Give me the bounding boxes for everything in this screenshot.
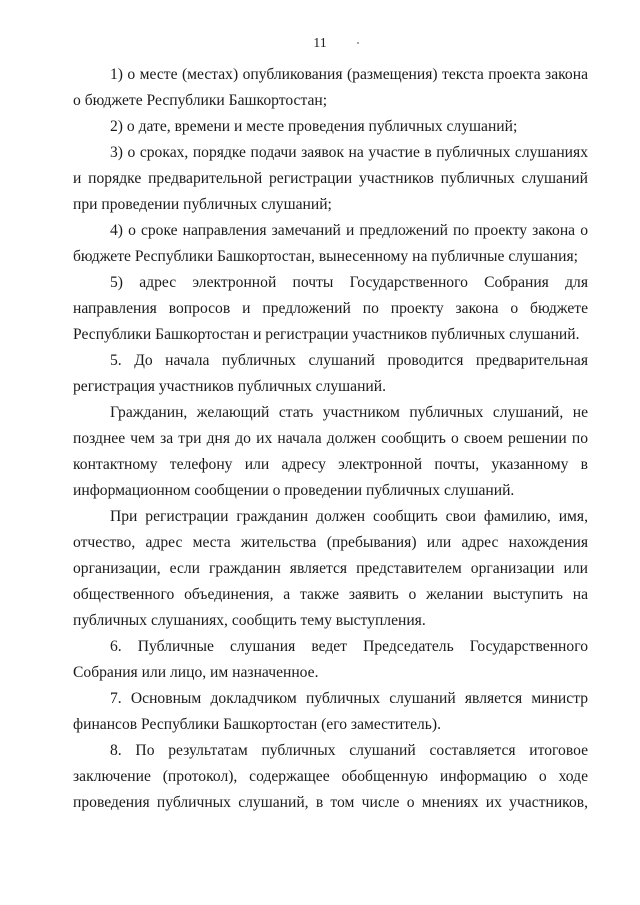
paragraph-registration-details: При регистрации гражданин должен сообщить свои фамилию, имя, отчество, адрес места жительства (пребывания) или адрес нахождения организации, если гражданин является представителем организации или общественного объединения, а также заявить о желании выступить на публичных слушаниях, сообщить тему выступления. — [73, 508, 588, 629]
paragraph-item-6-chair: 6. Публичные слушания ведет Председатель Государственного Собрания или лицо, им назначенное. — [73, 638, 588, 681]
paragraph-citizen-notification: Гражданин, желающий стать участником публичных слушаний, не позднее чем за три дня до их начала должен сообщить о своем решении по контактному телефону или адресу электронной почты, указанному в информационном сообщении о проведении публичных слушаний. — [73, 404, 588, 499]
paragraph-date-time-place: 2) о дате, времени и месте проведения публичных слушаний; — [110, 118, 518, 135]
paragraph-item-8-conclusion: 8. По результатам публичных слушаний составляется итоговое заключение (протокол), содержащее обобщенную информацию о ходе проведения публичных слушаний, в том числе о мнениях их участников, — [73, 742, 588, 811]
paragraph-item-5-pre-registration: 5. До начала публичных слушаний проводится предварительная регистрация участников публичных слушаний. — [73, 352, 588, 395]
paragraph-publication-place: 1) о месте (местах) опубликования (размещения) текста проекта закона о бюджете Республики Башкортостан; — [73, 66, 588, 109]
paragraph-email-address: 5) адрес электронной почты Государственного Собрания для направления вопросов и предложений по проекту закона о бюджете Республики Башкортостан и регистрации участников публичных слушаний. — [73, 274, 588, 343]
paragraph-comments-deadline: 4) о сроке направления замечаний и предложений по проекту закона о бюджете Республики Башкортостан, вынесенному на публичные слушания; — [73, 222, 588, 265]
scan-speck — [357, 42, 359, 44]
paragraph-registration-terms: 3) о сроках, порядке подачи заявок на участие в публичных слушаниях и порядке предварительной регистрации участников публичных слушаний при проведении публичных слушаний; — [73, 144, 588, 213]
page-number: 11 — [313, 36, 327, 51]
paragraph-item-7-speaker: 7. Основным докладчиком публичных слушаний является министр финансов Республики Башкортостан (его заместитель). — [73, 690, 588, 733]
document-body — [73, 62, 588, 816]
